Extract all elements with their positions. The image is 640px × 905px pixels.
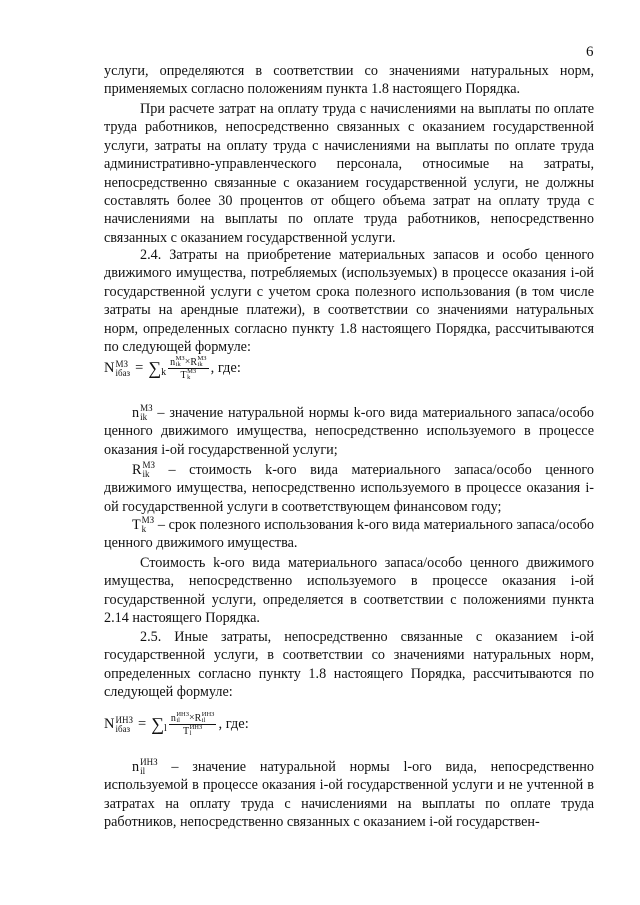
paragraph-2-5: 2.5. Иные затраты, непосредственно связанные с оказанием i-ой государственной услуги, в соответствии со значениями натуральных норм, определенных согласно пункту 1.8 настоящего Порядка, рассчитываются по следующей формуле: (104, 629, 594, 701)
definition-n-mz: n МЗ ik – значение натуральной нормы k-ого вида материального запаса/особо ценного движимого имущества, непосредственно используемого в процессе оказания i-ой государственной услуги; (104, 403, 594, 458)
formula-lhs: N ИНЗ iбаз (104, 714, 133, 734)
formula-lhs: N МЗ iбаз (104, 358, 131, 378)
formula-other-costs (104, 712, 249, 737)
formula-fraction: n МЗ ik × R МЗ ik T МЗ k (170, 355, 207, 381)
paragraph-continuation: услуги, определяются в соответствии со значениями натуральных норм, применяемых согласно положениям пункта 1.8 настоящего Порядка. (104, 63, 594, 98)
definition-n-inz: n ИНЗ il – значение натуральной нормы l-ого вида, непосредственно используемой в процессе оказания i-ой государственной услуги и не учтенной в затратах на оплату труда с начислениями на выплаты по оплате труда работников, непосредственно связанных с оказанием i-ой государствен- (104, 757, 594, 831)
formula-sum: ∑ k (148, 358, 167, 378)
paragraph-cost-determination: Стоимость k-ого вида материального запаса/особо ценного движимого имущества, непосредственно используемого в процессе оказания i-ой государственной услуги, определяется в соответствии с положениями пункта 2.14 настоящего Порядка. (104, 555, 594, 627)
formula-equals: = (138, 716, 147, 732)
page-number: 6 (586, 44, 594, 60)
formula-tail: , где: (210, 360, 241, 376)
formula-tail: , где: (218, 716, 249, 732)
definition-t-mz: T МЗ k – срок полезного использования k-ого вида материального запаса/особо ценного движимого имущества. (104, 515, 594, 552)
formula-equals: = (135, 360, 144, 376)
paragraph-admin-staff-limit: При расчете затрат на оплату труда с начислениями на выплаты по оплате труда работников, непосредственно связанных с оказанием государственной услуги, затраты на оплату труда с начислениями на выплаты по оплате труда административно-управленческого персонала, относимые на затраты, непосредственно связанные с оказанием государственной услуги, не должны составлять более 30 процентов от общего объема затрат на оплату труда с начислениями на выплаты по оплате труда работников, непосредственно связанных с оказанием государственной услуги. (104, 101, 594, 246)
definition-r-mz: R МЗ ik – стоимость k-ого вида материального запаса/особо ценного движимого имущества, непосредственно используемого в процессе оказания i-ой государственной услуги в соответствующем финансовом году; (104, 460, 594, 515)
paragraph-2-4: 2.4. Затраты на приобретение материальных запасов и особо ценного движимого имущества, потребляемых (используемых) в процессе оказания i-ой государственной услуги с учетом срока полезного использования (в том числе затраты на арендные платежи), в соответствии со значениями натуральных норм, определенных согласно пункту 1.8 настоящего Порядка, рассчитываются по следующей формуле: (104, 247, 594, 356)
formula-fraction: n ИНЗ il × R ИНЗ il T ИНЗ l (170, 711, 215, 737)
formula-material-costs (104, 356, 241, 381)
formula-sum: ∑ l (151, 714, 167, 734)
